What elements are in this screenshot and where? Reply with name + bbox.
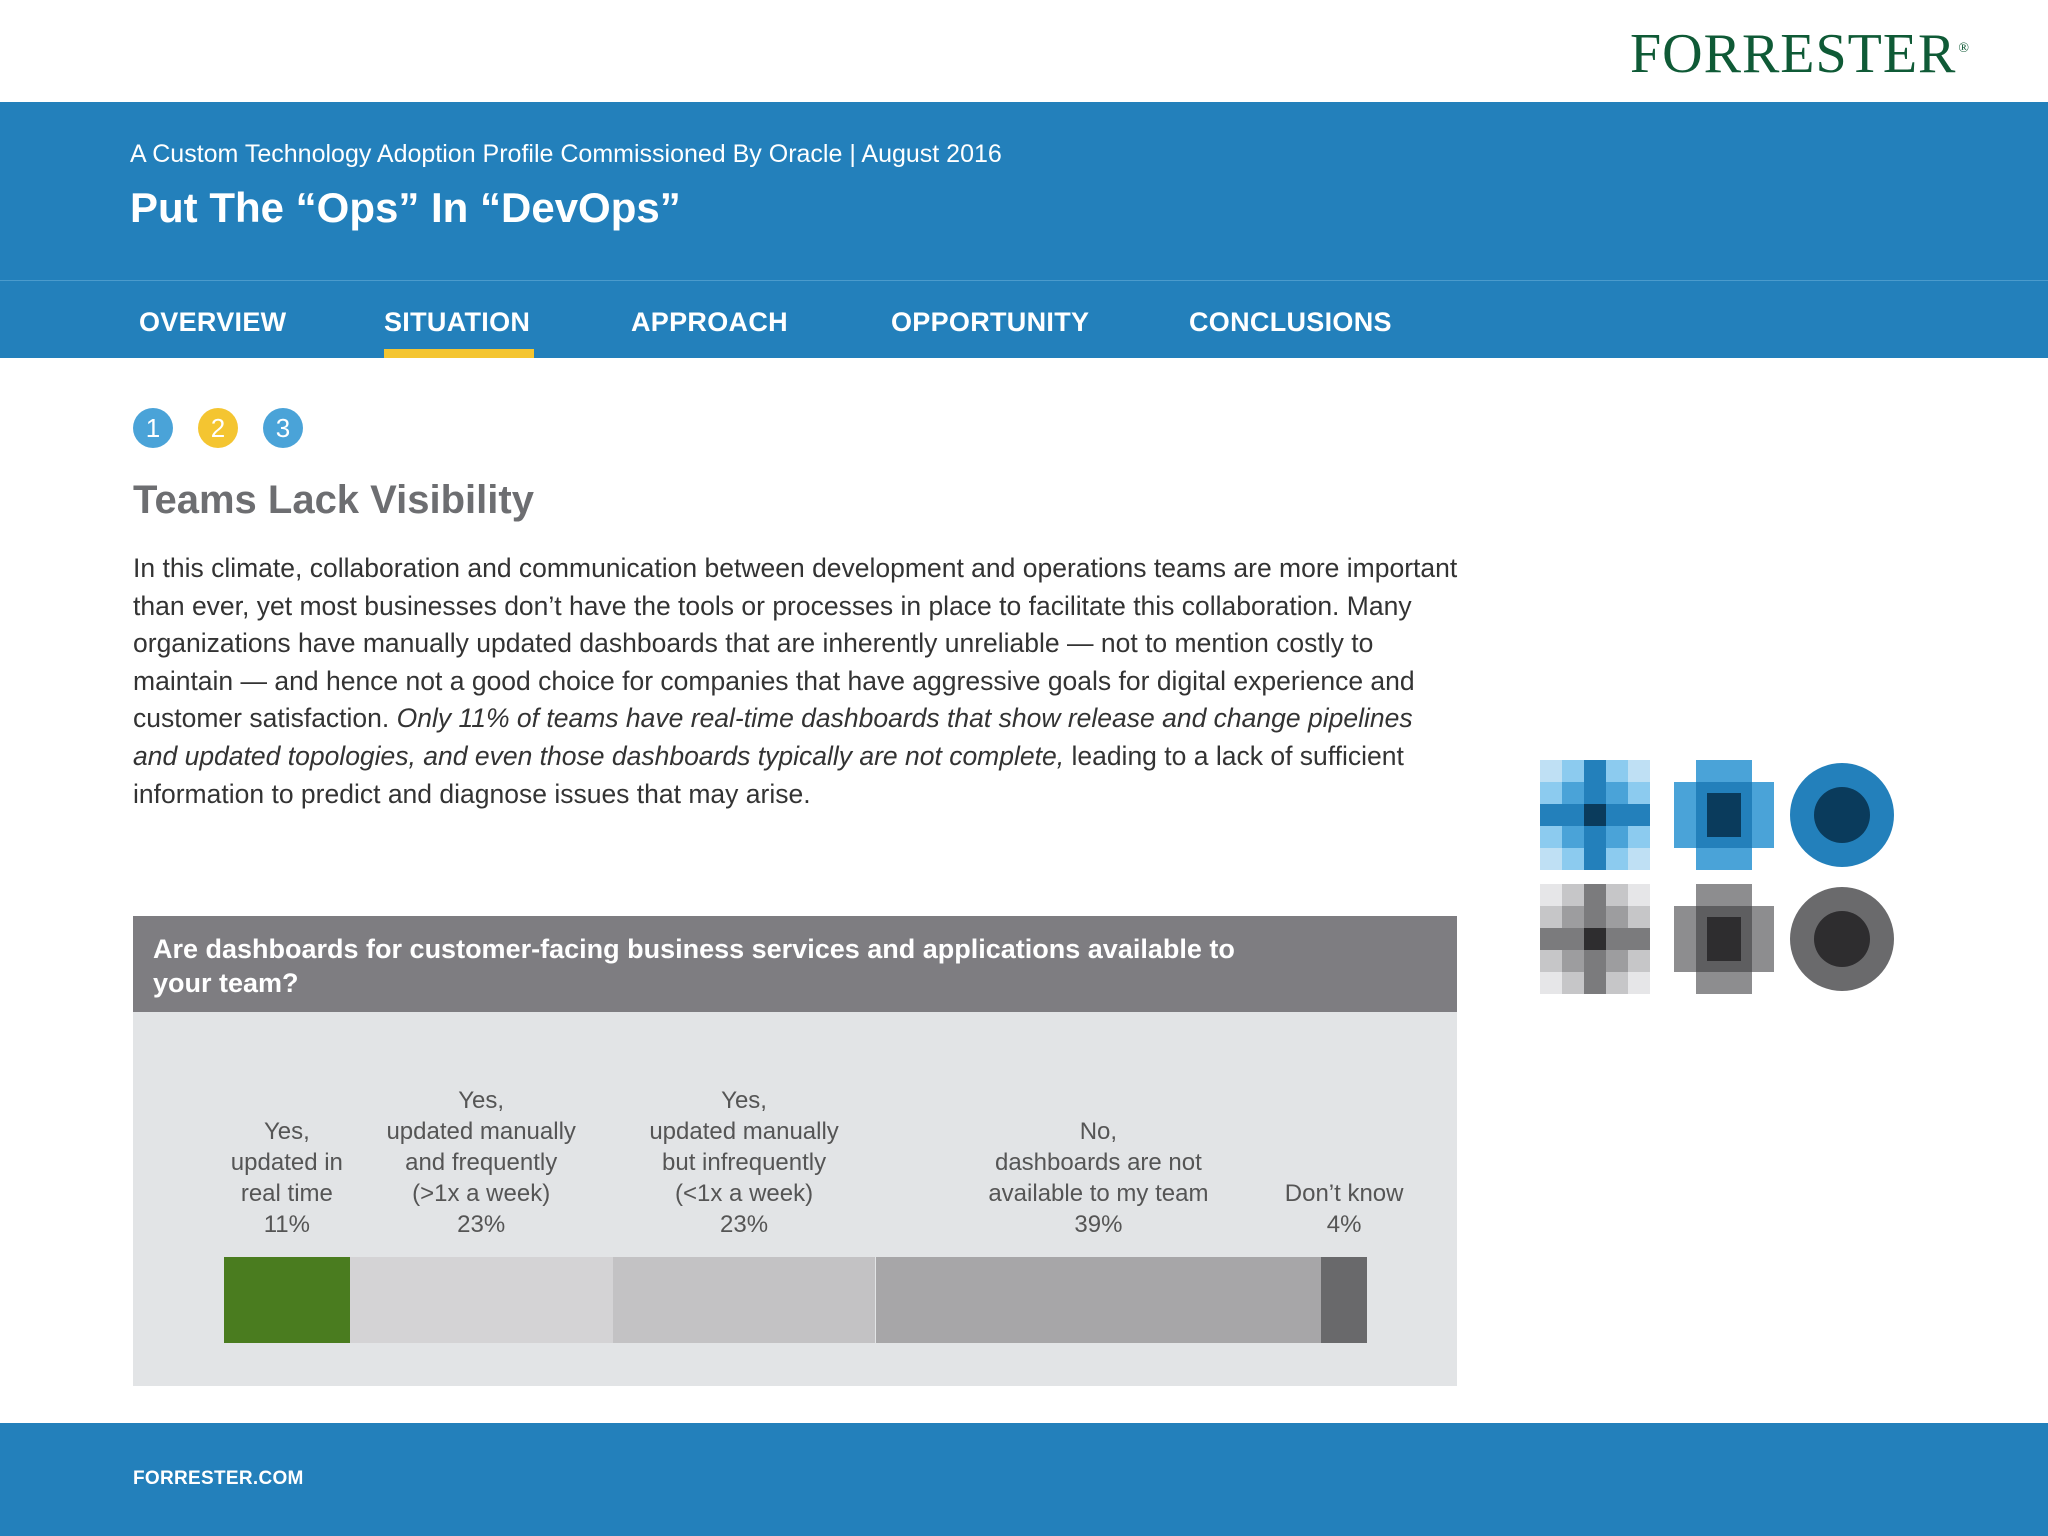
category-label-line: Yes, (263, 1118, 310, 1145)
tab-conclusions[interactable]: CONCLUSIONS (1189, 307, 1392, 337)
category-value-label: 23% (457, 1211, 506, 1238)
category-label-line: Don’t know (1284, 1180, 1404, 1207)
category-value-label: 11% (263, 1211, 310, 1238)
bar-segment-2 (350, 1257, 613, 1343)
body-text-part2: leading to a lack of sufficient information to predict and diagnose issues that may arise. (133, 740, 1404, 809)
category-label-line: updated manually (386, 1118, 576, 1145)
category-label-4 (988, 1116, 1208, 1240)
category-label-2 (386, 1085, 575, 1240)
category-label-line: (<1x a week) (675, 1180, 814, 1207)
footer-link[interactable]: FORRESTER.COM (133, 1468, 304, 1489)
gray-pixel-grid-large-icon (1540, 884, 1650, 994)
gray-pixel-cross-icon (1674, 884, 1774, 994)
category-value-label: 23% (720, 1211, 769, 1238)
page-2-button[interactable]: 2 (198, 408, 238, 448)
category-label-3 (649, 1085, 838, 1240)
gray-ring-icon (1790, 887, 1894, 991)
page-3-button[interactable]: 3 (263, 408, 303, 448)
category-label-line: Yes, (458, 1087, 505, 1114)
blue-pixel-grid-large-icon (1540, 760, 1650, 870)
category-label-1 (231, 1116, 343, 1240)
blue-ring-icon (1790, 763, 1894, 867)
bar-segment-5 (1321, 1257, 1367, 1343)
decorative-pixel-icons (1540, 760, 1910, 1000)
chart-title: Are dashboards for customer-facing business services and applications available to your team? (133, 916, 1457, 1012)
category-label-line: No, (1079, 1118, 1118, 1145)
active-tab-indicator (384, 349, 534, 358)
section-body (133, 550, 1463, 813)
category-label-line: Yes, (721, 1087, 767, 1114)
body-text-part1: In this climate, collaboration and communication between development and operations teams are more important than ever, yet most businesses don’t have the tools or processes in place to facilitate this collaboration. Many organizations have manually updated dashboards that are inherently unreliable — not to mention costly to maintain — and hence not a good choice for companies that have aggressive goals for digital experience and customer satisfaction. (133, 553, 1458, 734)
forrester-logo: FORRESTER ® (1630, 23, 1971, 85)
category-label-line: and frequently (405, 1149, 558, 1176)
category-label-5 (1285, 1178, 1404, 1240)
bar-segment-3 (613, 1257, 876, 1343)
report-title: Put The “Ops” In “DevOps” (130, 184, 681, 231)
category-label-line: updated manually (649, 1118, 839, 1145)
tab-overview[interactable]: OVERVIEW (139, 307, 287, 337)
body-text-emphasis: Only 11% of teams have real-time dashboards that show release and change pipelines and updated topologies, and even those dashboards typically are not complete, (133, 703, 1413, 771)
footer-bar (0, 1423, 2048, 1536)
category-label-line: but infrequently (662, 1149, 827, 1176)
category-label-line: available to my team (988, 1180, 1209, 1207)
bar-segment-4 (876, 1257, 1322, 1343)
section-heading: Teams Lack Visibility (133, 478, 534, 522)
section-nav (0, 280, 2048, 358)
category-label-line: real time (240, 1180, 333, 1207)
tab-situation[interactable]: SITUATION (384, 307, 531, 337)
page-1-button[interactable]: 1 (133, 408, 173, 448)
category-label-line: updated in (230, 1149, 343, 1176)
tab-opportunity[interactable]: OPPORTUNITY (891, 307, 1090, 337)
tab-approach[interactable]: APPROACH (631, 307, 788, 337)
bar-segment-1 (224, 1257, 350, 1343)
blue-pixel-cross-icon (1674, 760, 1774, 870)
report-subtitle: A Custom Technology Adoption Profile Commissioned By Oracle | August 2016 (130, 140, 1002, 168)
category-value-label: 4% (1326, 1211, 1362, 1238)
category-label-line: dashboards are not (994, 1149, 1202, 1176)
category-value-label: 39% (1074, 1211, 1123, 1238)
category-label-line: (>1x a week) (412, 1180, 551, 1207)
